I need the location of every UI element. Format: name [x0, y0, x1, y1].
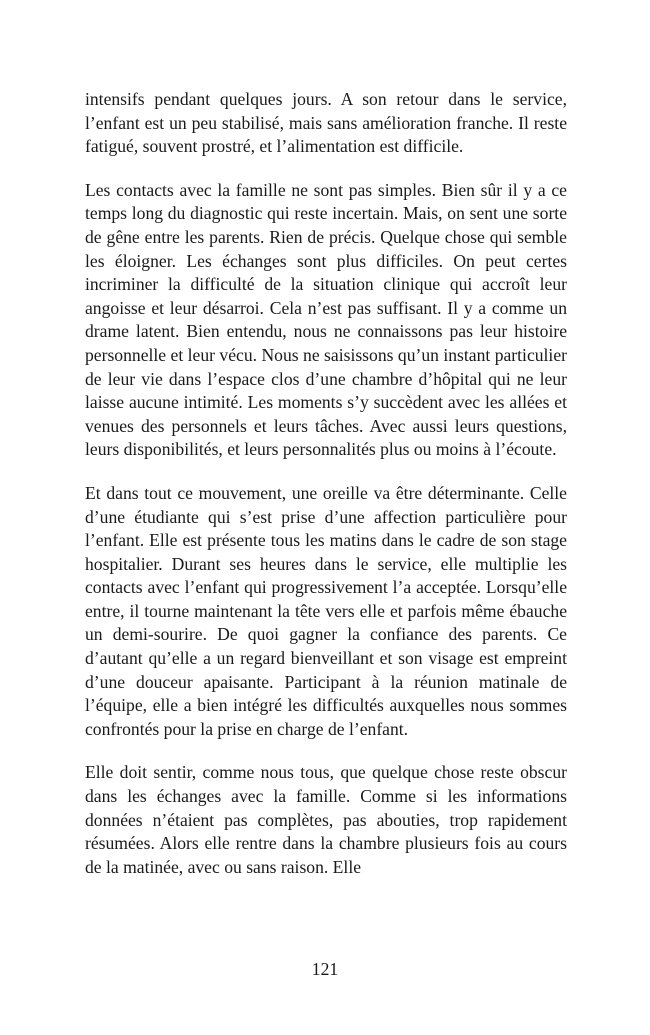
- paragraph-3: Et dans tout ce mouvement, une oreille va être déterminante. Celle d’une étudiante qui s’est prise d’une affection particulière pour l’enfant. Elle est présente tous les matins dans le cadre de son stage hospitalier. Durant ses heures dans le service, elle multiplie les contacts avec l’enfant qui progressivement l’a acceptée. Lorsqu’elle entre, il tourne maintenant la tête vers elle et parfois même ébauche un demi-sourire. De quoi gagner la confiance des parents. Ce d’autant qu’elle a un regard bienveillant et son visage est empreint d’une douceur apaisante. Participant à la réunion matinale de l’équipe, elle a bien intégré les difficultés auxquelles nous sommes confrontés pour la prise en charge de l’enfant.: [85, 482, 567, 739]
- paragraph-1: intensifs pendant quelques jours. A son retour dans le service, l’enfant est un peu stabilisé, mais sans amélioration franche. Il reste fatigué, souvent prostré, et l’alimentation est difficile.: [85, 89, 567, 157]
- paragraph-2: Les contacts avec la famille ne sont pas simples. Bien sûr il y a ce temps long du diagnostic qui reste incertain. Mais, on sent une sorte de gêne entre les parents. Rien de précis. Quelque chose qui semble les éloigner. Les échanges sont plus difficiles. On peut certes incriminer la difficulté de la situation clinique qui accroît leur angoisse et leur désarroi. Cela n’est pas suffisant. Il y a comme un drame latent. Bien entendu, nous ne connaissons pas leur histoire personnelle et leur vécu. Nous ne saisissons qu’un instant particulier de leur vie dans l’espace clos d’une chambre d’hôpital qui ne leur laisse aucune intimité. Les moments s’y succèdent avec les allées et venues des personnels et leurs tâches. Avec aussi leurs questions, leurs disponibilités, et leurs personnalités plus ou moins à l’écoute.: [85, 179, 567, 460]
- paragraph-4: Elle doit sentir, comme nous tous, que quelque chose reste obscur dans les échanges avec la famille. Comme si les informations données n’étaient pas complètes, pas abouties, trop rapidement résumées. Alors elle rentre dans la chambre plusieurs fois au cours de la matinée, avec ou sans raison. Elle: [85, 762, 567, 877]
- page-body: [85, 88, 567, 879]
- page-number: 121: [311, 959, 339, 979]
